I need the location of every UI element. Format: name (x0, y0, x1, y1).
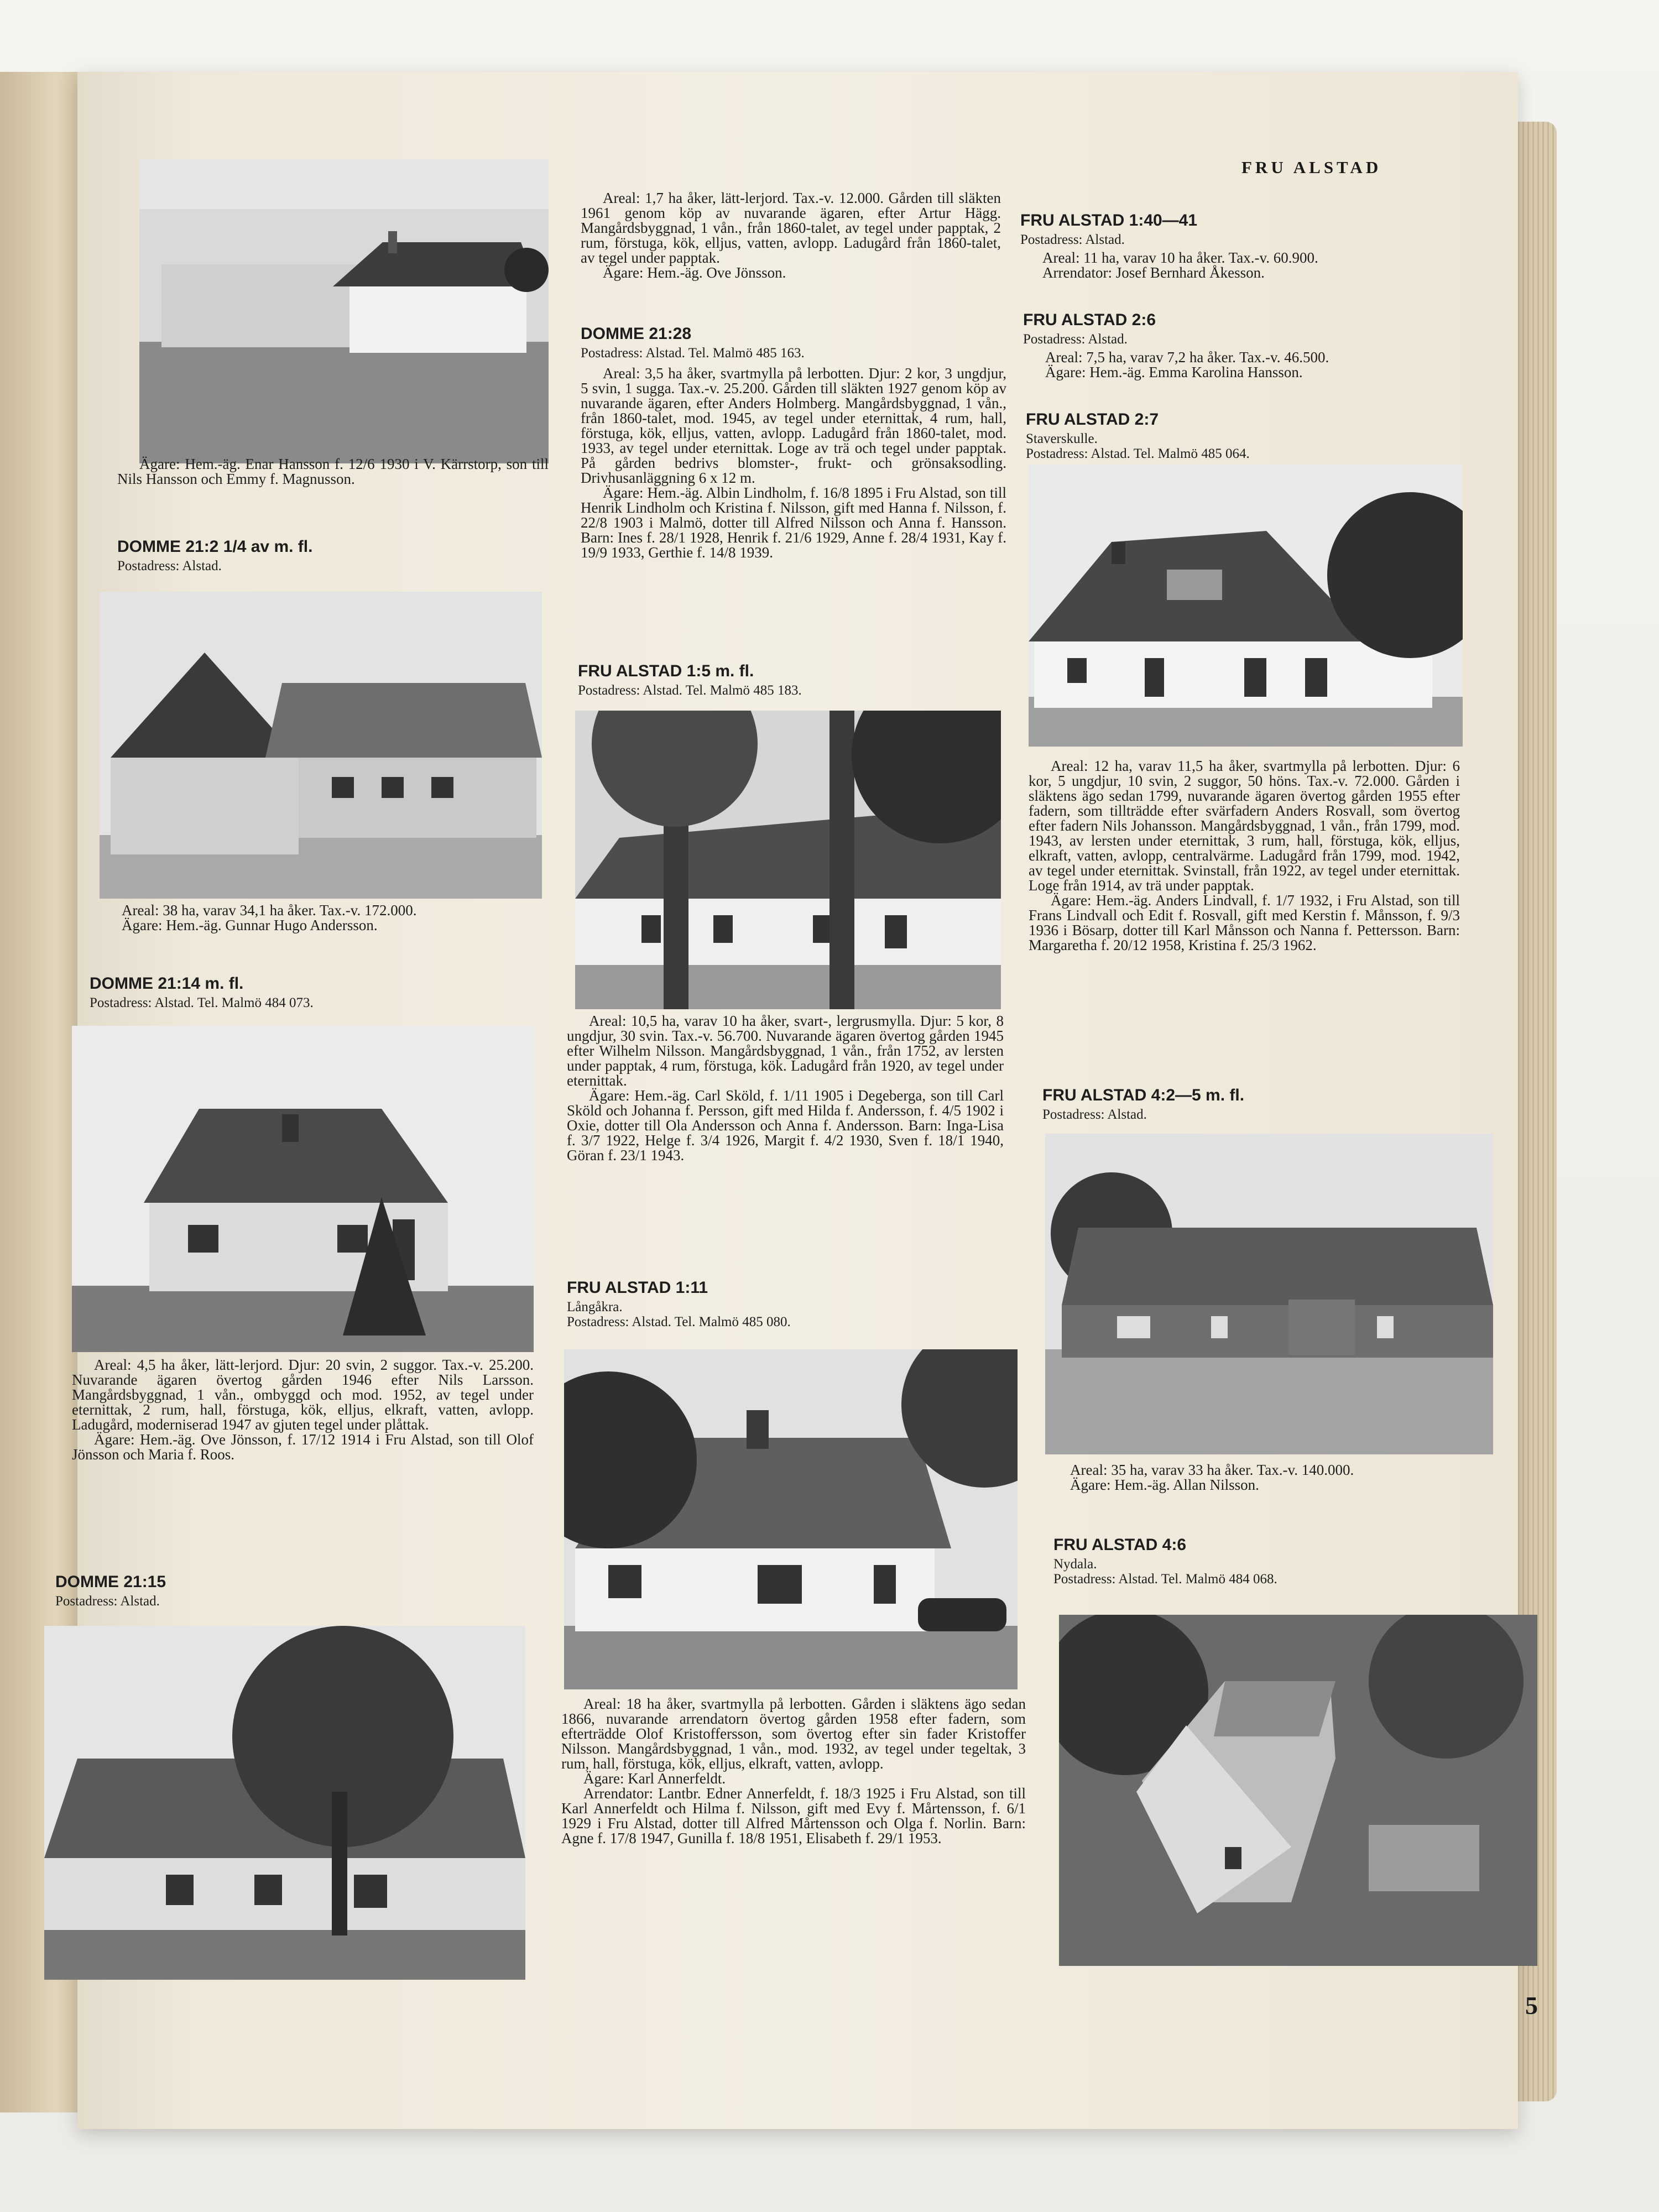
entry-fru-alstad-1-5 (578, 661, 1009, 698)
text-fru-alstad-4-2-5 (1048, 1463, 1485, 1493)
entry-title: FRU ALSTAD 1:11 (567, 1279, 708, 1297)
areal-text: Areal: 38 ha, varav 34,1 ha åker. Tax.-v. 172.000. (122, 902, 417, 919)
entry-title: FRU ALSTAD 2:6 (1023, 311, 1156, 329)
photo-fru-alstad-1-11 (564, 1349, 1018, 1689)
entry-domme-21-14 (90, 973, 543, 1010)
text-fru-alstad-1-5 (567, 1014, 1004, 1163)
entry-domme-21-15-text (581, 191, 1001, 280)
entry-address: Postadress: Alstad. Tel. Malmö 484 073. (90, 995, 314, 1010)
entry-title: FRU ALSTAD 1:40—41 (1020, 211, 1198, 229)
entry-address: Postadress: Alstad. Tel. Malmö 485 163. (581, 346, 805, 361)
entry-fru-alstad-4-2-5 (1042, 1085, 1463, 1122)
owner-text: Ägare: Hem.-äg. Albin Lindholm, f. 16/8 1895 i Fru Alstad, son till Henrik Lindholm och Kristina f. Nilsson, gift med Hanna f. Nilsson, f. 22/8 1903 i Malmö, dotter till Alfred Nilsson och Anna f. Hansson. Barn: Ines f. 28/1 1928, Henrik f. 21/6 1929, Anne f. 28/4 1931, Kay f. 19/9 1933, Gerthie f. 14/8 1939. (581, 484, 1006, 561)
photo-domme-21-2 (100, 592, 542, 899)
entry-address: Postadress: Alstad. (1020, 232, 1125, 247)
running-header: FRU ALSTAD (1241, 158, 1382, 177)
photo-fru-alstad-1-5 (575, 711, 1001, 1009)
entry-address: Postadress: Alstad. Tel. Malmö 485 080. (567, 1314, 791, 1329)
entry-domme-21-2 (117, 536, 549, 573)
entry-title: DOMME 21:15 (55, 1573, 166, 1591)
areal-text: Areal: 35 ha, varav 33 ha åker. Tax.-v. 140.000. (1070, 1462, 1354, 1478)
areal-text: Areal: 11 ha, varav 10 ha åker. Tax.-v. 60.900. (1042, 249, 1318, 266)
entry-address: Postadress: Alstad. (117, 559, 222, 573)
areal-text: Areal: 4,5 ha åker, lätt-lerjord. Djur: 20 svin, 2 suggor. Tax.-v. 25.200. Nuvarande ägaren övertog gården 1946 efter Nils Larsson. Mangårdsbyggnad, 1 vån., ombyggd och mod. 1952, av tegel under eternittak, 2 rum, hall, förstuga, kök, elljus, elkraft, vatten, avlopp. Ladugård, moderniserad 1947 av gjuten tegel under plåttak. (72, 1357, 534, 1433)
entry-title: FRU ALSTAD 4:6 (1053, 1536, 1186, 1554)
entry-address: Postadress: Alstad. Tel. Malmö 485 064. (1026, 446, 1250, 461)
text-fru-alstad-2-7 (1029, 759, 1460, 953)
text-fru-alstad-1-11 (561, 1697, 1026, 1846)
entry-address: Postadress: Alstad. (1042, 1107, 1147, 1122)
photo-fru-alstad-4-2-5 (1045, 1134, 1493, 1454)
entry-address: Postadress: Alstad. Tel. Malmö 485 183. (578, 683, 802, 698)
text-domme-21-2 (100, 903, 542, 933)
photo-fru-alstad-2-7 (1029, 465, 1463, 747)
entry-subtitle: Nydala. (1053, 1557, 1097, 1572)
areal-text: Areal: 18 ha åker, svartmylla på lerbotten. Gården i släktens ägo sedan 1866, nuvarande arrendatorn övertog gården 1958 efter fadern, som efterträdde Olof Kristoffersson, som övertog efter sin fader Kristoffer Nilsson. Mangårdsbyggnad, 1 vån., mod. 1932, av tegel under tegeltak, 3 rum, hall, förstuga, kök, elljus, elkraft, vatten, avlopp. (561, 1695, 1026, 1772)
entry-address: Postadress: Alstad. (1023, 332, 1128, 347)
owner-text: Ägare: Hem.-äg. Gunnar Hugo Andersson. (122, 917, 378, 933)
entry-title: FRU ALSTAD 2:7 (1026, 410, 1159, 429)
entry-title: DOMME 21:2 1/4 av m. fl. (117, 538, 313, 556)
owner-text: Ägare: Karl Annerfeldt. (583, 1770, 726, 1787)
entry-address: Postadress: Alstad. (55, 1594, 160, 1609)
entry-domme-21-28 (581, 324, 1006, 560)
areal-text: Areal: 1,7 ha åker, lätt-lerjord. Tax.-v. 12.000. Gården till släkten 1961 genom köp av nuvarande ägaren, efter Artur Hägg. Mangårdsbyggnad, 1 vån., från 1860-talet, av tegel under papptak, 2 rum, förstuga, kök, elljus, vatten, avlopp. Ladugård från 1860-talet, av tegel under papptak. (581, 190, 1001, 266)
areal-text: Areal: 10,5 ha, varav 10 ha åker, svart-, lergrusmylla. Djur: 5 kor, 8 ungdjur, 30 svin. Tax.-v. 56.700. Nuvarande ägaren övertog gården 1945 efter Wilhelm Nilsson. Mangårdsbyggnad, 1 vån., från 1752, av lersten under papptak, 4 rum, förstuga, kök. Ladugård från 1920, av tegel under eternittak. (567, 1013, 1004, 1089)
areal-text: Areal: 3,5 ha åker, svartmylla på lerbotten. Djur: 2 kor, 3 ungdjur, 5 svin, 1 sugga. Tax.-v. 25.200. Gården till släkten 1927 genom köp av nuvarande ägaren, efter Anders Holmberg. Mangårdsbyggnad, 1 vån., från 1860-talet, mod. 1945, av tegel under eternittak, 4 rum, hall, förstuga, kök, elljus, vatten, avlopp. Ladugård från 1860-talet, mod. 1933, av tegel under eternittak. Loge av trä och tegel under papptak. På gården bedrivs blomster-, frukt- och grönsaksodling. Drivhusanläggning 6 x 12 m. (581, 365, 1006, 486)
entry-address: Postadress: Alstad. Tel. Malmö 484 068. (1053, 1572, 1277, 1587)
entry-fru-alstad-2-7 (1026, 409, 1446, 461)
entry-fru-alstad-1-11 (567, 1277, 1004, 1329)
entry-fru-alstad-2-6 (1023, 310, 1443, 380)
areal-text: Areal: 12 ha, varav 11,5 ha åker, svartmylla på lerbotten. Djur: 6 kor, 5 ungdjur, 10 svin, 2 suggor, 50 höns. Tax.-v. 72.000. Gården i släktens ägo sedan 1799, nuvarande ägaren övertog gården 1955 efter fadern, som tillträdde efter svärfadern Anders Rosvall, som övertog efter fadern Nils Johansson. Mangårdsbyggnad, 1 vån., från 1799, mod. 1943, av lersten under eternittak, 3 rum, hall, förstuga, kök, elljus, elkraft, vatten, avlopp, centralvärme. Ladugård från 1799, mod. 1942, av tegel under eternittak. Svinstall, från 1922, av tegel under eternittak. Loge från 1914, av trä under papptak. (1029, 758, 1460, 894)
entry-title: FRU ALSTAD 4:2—5 m. fl. (1042, 1086, 1245, 1104)
owner-text: Ägare: Hem.-äg. Enar Hansson f. 12/6 1930 i V. Kärrstorp, son till Nils Hansson och Emmy f. Magnusson. (117, 456, 549, 487)
areal-text: Areal: 7,5 ha, varav 7,2 ha åker. Tax.-v. 46.500. (1045, 349, 1329, 366)
entry-subtitle: Långåkra. (567, 1300, 623, 1314)
owner-text: Ägare: Hem.-äg. Ove Jönsson, f. 17/12 1914 i Fru Alstad, son till Olof Jönsson och Maria f. Roos. (72, 1431, 534, 1463)
entry-fru-alstad-4-6 (1053, 1535, 1485, 1587)
entry-title: DOMME 21:14 m. fl. (90, 974, 244, 993)
photo-domme-21-14 (72, 1026, 534, 1352)
tenant-text: Arrendator: Lantbr. Edner Annerfeldt, f. 18/3 1925 i Fru Alstad, son till Karl Annerfeldt och Hilma f. Nilsson, gift med Evy f. Mårtensson, f. 6/1 1929 i Fru Alstad, dotter till Alfred Mårtensson och Olga f. Norlin. Barn: Agne f. 17/8 1947, Gunilla f. 18/8 1951, Elisabeth f. 29/1 1953. (561, 1785, 1026, 1846)
caption-enar-hansson (117, 457, 549, 487)
entry-fru-alstad-1-40-41 (1020, 210, 1441, 280)
owner-text: Ägare: Hem.-äg. Allan Nilsson. (1070, 1477, 1259, 1493)
owner-text: Ägare: Hem.-äg. Emma Karolina Hansson. (1045, 364, 1303, 380)
entry-title: FRU ALSTAD 1:5 m. fl. (578, 662, 754, 680)
page-number: 5 (1525, 1991, 1538, 2020)
entry-subtitle: Staverskulle. (1026, 431, 1098, 446)
owner-text: Ägare: Hem.-äg. Anders Lindvall, f. 1/7 1932, i Fru Alstad, son till Frans Lindvall och Edit f. Rosvall, gift med Kerstin f. Månsson, f. 9/3 1936 i Bösarp, dotter till Karl Månsson och Nanna f. Pettersson. Barn: Margaretha f. 20/12 1958, Kristina f. 25/3 1962. (1029, 892, 1460, 953)
photo-fru-alstad-4-6 (1059, 1615, 1537, 1966)
entry-domme-21-15 (55, 1572, 531, 1609)
photo-farm-enar-hansson (139, 159, 549, 463)
photo-domme-21-15 (44, 1626, 525, 1980)
owner-text: Ägare: Hem.-äg. Carl Sköld, f. 1/11 1905 i Degeberga, son till Carl Sköld och Johanna f. Persson, gift med Hilda f. Andersson, f. 4/5 1902 i Oxie, dotter till Ola Andersson och Anna f. Andersson. Barn: Inga-Lisa f. 3/7 1922, Helge f. 3/4 1926, Margit f. 4/2 1930, Sven f. 18/1 1940, Göran f. 23/1 1943. (567, 1087, 1004, 1164)
entry-title: DOMME 21:28 (581, 325, 692, 343)
tenant-text: Arrendator: Josef Bernhard Åkesson. (1042, 264, 1265, 281)
text-domme-21-14 (72, 1358, 534, 1462)
owner-text: Ägare: Hem.-äg. Ove Jönsson. (603, 264, 786, 281)
